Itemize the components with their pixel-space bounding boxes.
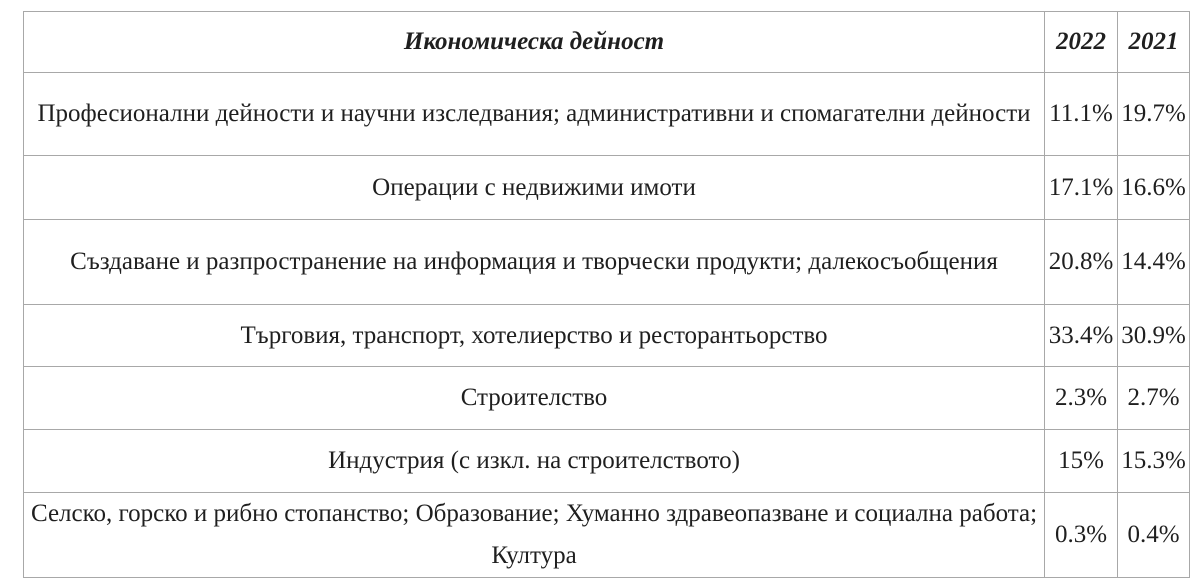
value-2022-cell: 11.1%: [1045, 73, 1118, 156]
table-container: [23, 11, 1190, 578]
value-2021-cell: 16.6%: [1118, 156, 1190, 220]
value-2021-cell: 14.4%: [1118, 220, 1190, 305]
economic-activity-table: [23, 11, 1190, 578]
value-2022-cell: 33.4%: [1045, 305, 1118, 367]
header-activity: Икономическа дейност: [24, 12, 1045, 73]
value-2021-cell: 30.9%: [1118, 305, 1190, 367]
table-row: [24, 305, 1190, 367]
value-2022-cell: 17.1%: [1045, 156, 1118, 220]
header-row: [24, 12, 1190, 73]
value-2021-cell: 0.4%: [1118, 493, 1190, 578]
header-2022: 2022: [1045, 12, 1118, 73]
value-2021-cell: 19.7%: [1118, 73, 1190, 156]
activity-cell: Създаване и разпространение на информация и творчески продукти; далекосъобщения: [24, 220, 1045, 305]
table-row: [24, 493, 1190, 578]
table-row: [24, 220, 1190, 305]
value-2022-cell: 2.3%: [1045, 367, 1118, 430]
table-row: [24, 367, 1190, 430]
value-2022-cell: 0.3%: [1045, 493, 1118, 578]
table-row: [24, 430, 1190, 493]
activity-cell: Селско, горско и рибно стопанство; Образование; Хуманно здравеопазване и социална работа; Култура: [24, 493, 1045, 578]
header-2021: 2021: [1118, 12, 1190, 73]
activity-cell: Индустрия (с изкл. на строителството): [24, 430, 1045, 493]
table-row: [24, 156, 1190, 220]
activity-cell: Операции с недвижими имоти: [24, 156, 1045, 220]
value-2021-cell: 2.7%: [1118, 367, 1190, 430]
value-2021-cell: 15.3%: [1118, 430, 1190, 493]
activity-cell: Професионални дейности и научни изследвания; административни и спомагателни дейности: [24, 73, 1045, 156]
activity-cell: Строителство: [24, 367, 1045, 430]
value-2022-cell: 15%: [1045, 430, 1118, 493]
value-2022-cell: 20.8%: [1045, 220, 1118, 305]
table-row: [24, 73, 1190, 156]
activity-cell: Търговия, транспорт, хотелиерство и ресторантьорство: [24, 305, 1045, 367]
